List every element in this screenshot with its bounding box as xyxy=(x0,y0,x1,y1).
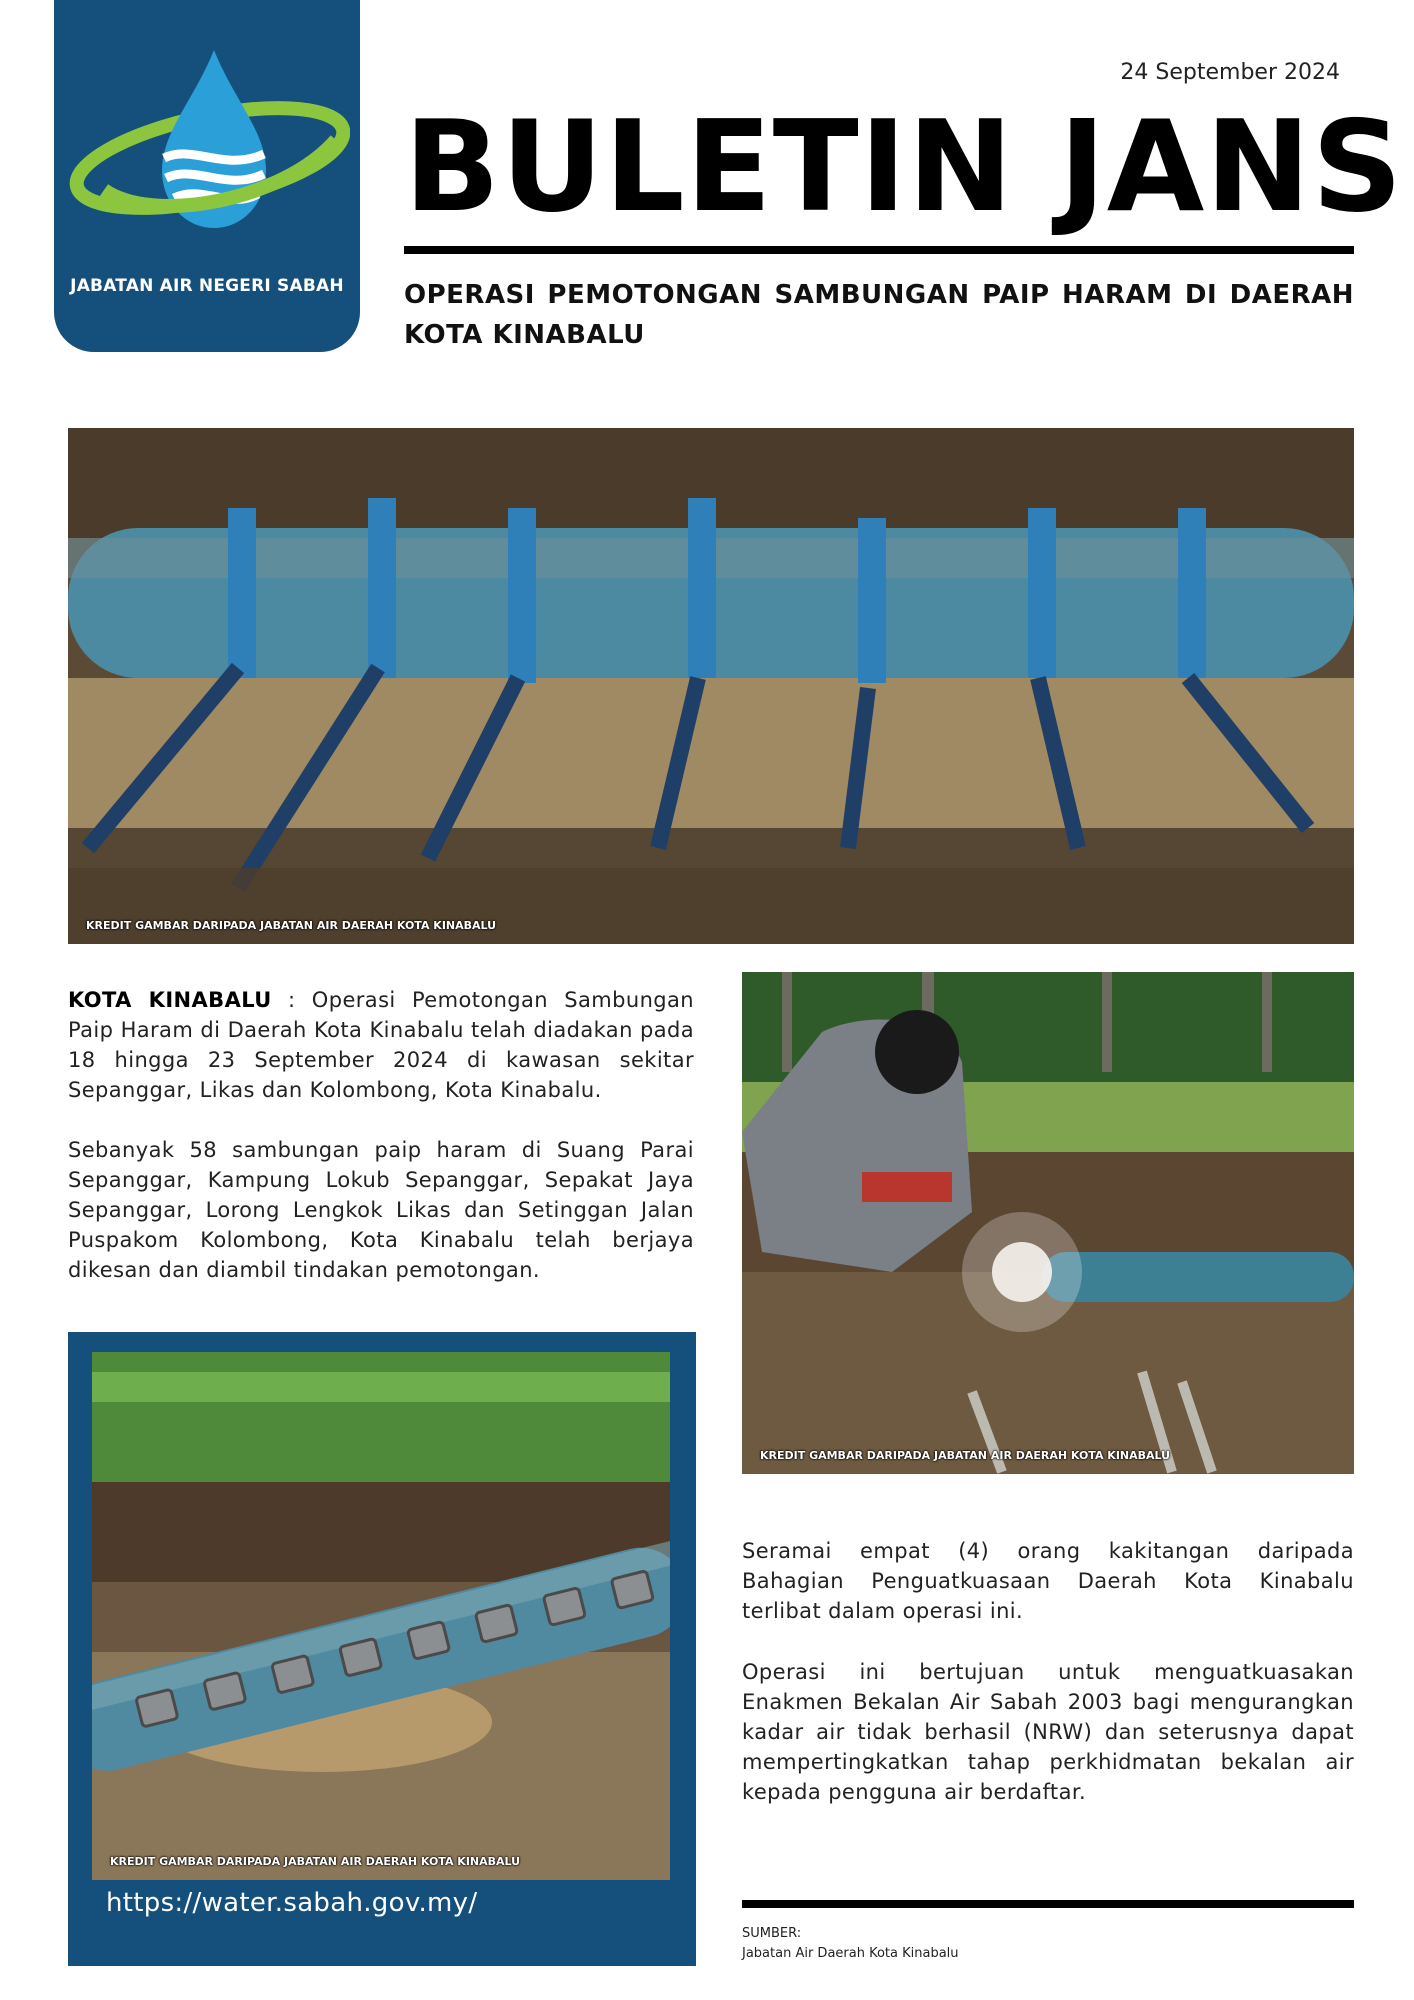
welding-photo xyxy=(742,972,1354,1474)
article-headline: OPERASI PEMOTONGAN SAMBUNGAN PAIP HARAM DI DAERAH KOTA KINABALU xyxy=(404,280,1354,350)
lead-text: Operasi Pemotongan Sambungan Paip Haram di Daerah Kota Kinabalu telah diadakan pada 18 hingga 23 September 2024 di kawasan sekitar Sepanggar, Likas dan Kolombong, Kota Kinabalu. xyxy=(68,988,694,1102)
footer-divider xyxy=(742,1900,1354,1908)
organization-name: JABATAN AIR NEGERI SABAH xyxy=(70,276,344,296)
bulletin-title: BULETIN JANS xyxy=(404,93,1404,240)
photo-credit: KREDIT GAMBAR DARIPADA JABATAN AIR DAERAH KOTA KINABALU xyxy=(110,1855,521,1868)
source-label: SUMBER: xyxy=(742,1926,802,1941)
source-value: Jabatan Air Daerah Kota Kinabalu xyxy=(742,1946,959,1961)
lead-location: KOTA KINABALU xyxy=(68,988,272,1012)
logo-block xyxy=(54,0,360,352)
photo-credit: KREDIT GAMBAR DARIPADA JABATAN AIR DAERAH KOTA KINABALU xyxy=(86,919,497,932)
article-paragraph-3: Seramai empat (4) orang kakitangan daripada Bahagian Penguatkuasaan Daerah Kota Kinabalu terlibat dalam operasi ini. xyxy=(742,1539,1354,1623)
article-paragraph-1 xyxy=(68,985,694,1105)
header-divider xyxy=(404,246,1354,254)
sealed-pipe-photo xyxy=(92,1352,670,1880)
main-photo-pipe-connections xyxy=(68,428,1354,944)
water-drop-logo-icon xyxy=(64,40,350,260)
article-paragraph-4: Operasi ini bertujuan untuk menguatkuasakan Enakmen Bekalan Air Sabah 2003 bagi mengurangkan kadar air tidak berhasil (NRW) dan seterusnya dapat mempertingkatkan tahap perkhidmatan bekalan air kepada pengguna air berdaftar. xyxy=(742,1660,1354,1804)
photo-credit: KREDIT GAMBAR DARIPADA JABATAN AIR DAERAH KOTA KINABALU xyxy=(760,1449,1171,1462)
bulletin-date: 24 September 2024 xyxy=(1120,60,1340,85)
lead-separator: : xyxy=(271,988,312,1012)
website-link[interactable]: https://water.sabah.gov.my/ xyxy=(106,1888,478,1918)
article-paragraph-2: Sebanyak 58 sambungan paip haram di Suang Parai Sepanggar, Kampung Lokub Sepanggar, Sepakat Jaya Sepanggar, Lorong Lengkok Likas dan Setinggan Jalan Puspakom Kolombong, Kota Kinabalu telah berjaya dikesan dan diambil tindakan pemotongan. xyxy=(68,1138,694,1282)
